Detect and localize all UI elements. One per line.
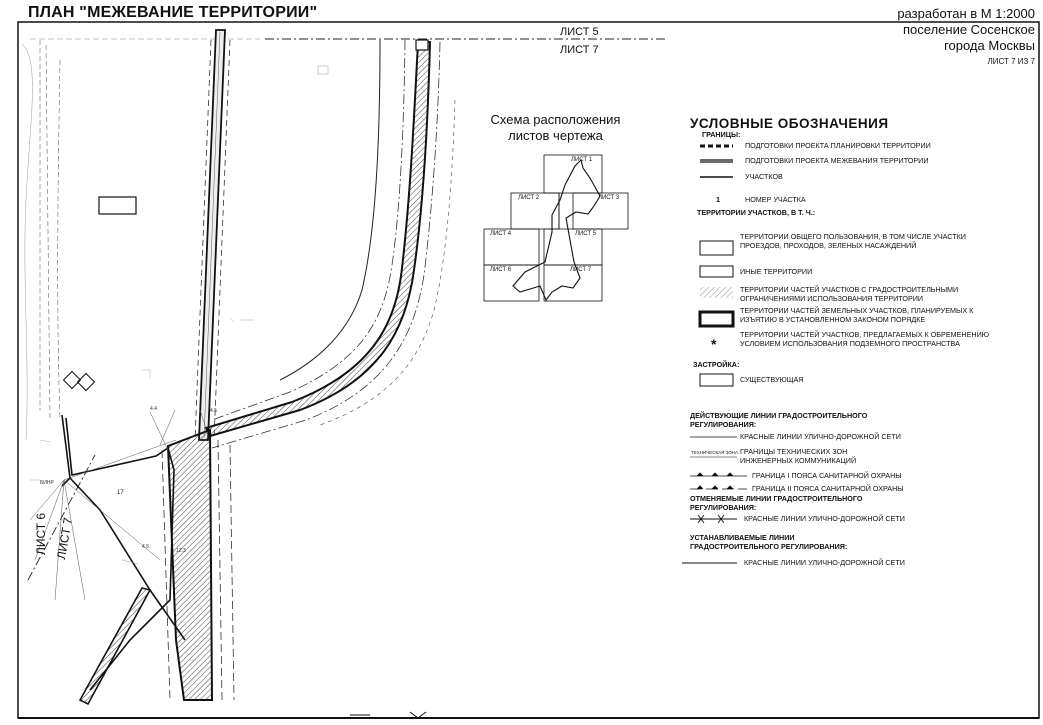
east-road-corridor bbox=[206, 42, 430, 436]
building-rect bbox=[99, 197, 136, 214]
map-label-sheet5: ЛИСТ 5 bbox=[560, 26, 599, 38]
scheme-territory-outline bbox=[513, 160, 600, 300]
sheet-number: ЛИСТ 7 ИЗ 7 bbox=[987, 57, 1035, 66]
city-note: города Москвы bbox=[944, 38, 1035, 53]
scheme-label-4: ЛИСТ 4 bbox=[490, 231, 512, 237]
building-diamonds bbox=[64, 372, 95, 391]
legend-e3: ГРАНИЦА I ПОЯСА САНИТАРНОЙ ОХРАНЫ bbox=[752, 471, 902, 480]
sym-existing-building bbox=[700, 374, 733, 386]
scheme-label-5: ЛИСТ 5 bbox=[575, 231, 597, 237]
legend-building-header: ЗАСТРОЙКА: bbox=[693, 360, 740, 369]
western-contour bbox=[22, 44, 32, 440]
scheme-label-3: ЛИСТ 3 bbox=[598, 195, 620, 201]
southwest-diagonal-road bbox=[80, 588, 150, 704]
legend-cancelled-header: ОТМЕНЯЕМЫЕ ЛИНИИ ГРАДОСТРОИТЕЛЬНОГО РЕГУЛИРОВАНИЯ: bbox=[690, 494, 863, 512]
western-boundary-lines bbox=[40, 40, 60, 420]
legend-t3: ТЕРРИТОРИИ ЧАСТЕЙ УЧАСТКОВ С ГРАДОСТРОИТЕЛЬНЫМИ ОГРАНИЧЕНИЯМИ ИСПОЛЬЗОВАНИЯ ТЕРРИТОРИИ bbox=[740, 285, 959, 303]
sym-public-territory bbox=[700, 241, 733, 255]
svg-text:4.5: 4.5 bbox=[210, 408, 217, 414]
north-road-centerline bbox=[204, 32, 220, 438]
legend-e1: КРАСНЫЕ ЛИНИИ УЛИЧНО-ДОРОЖНОЙ СЕТИ bbox=[740, 432, 901, 441]
sym-other-territory bbox=[700, 266, 733, 277]
sym-sanitary-2 bbox=[690, 486, 747, 489]
svg-text:12.3: 12.3 bbox=[176, 548, 186, 554]
legend-e2-tag: ТЕХНИЧЕСКАЯ ЗОНА bbox=[691, 450, 739, 455]
sym-seizure-outer bbox=[700, 312, 733, 326]
legend-t1: ТЕРРИТОРИИ ОБЩЕГО ПОЛЬЗОВАНИЯ, В ТОМ ЧИСЛЕ УЧАСТКИ ПРОЕЗДОВ, ПРОХОДОВ, ЗЕЛЕНЫХ НАСАЖДЕНИЙ bbox=[740, 232, 966, 250]
scheme-label-6: ЛИСТ 6 bbox=[490, 267, 512, 273]
map-label-sheet7: ЛИСТ 7 bbox=[560, 44, 599, 56]
svg-text:4.5: 4.5 bbox=[142, 544, 149, 550]
scheme-title: Схема расположения листов чертежа bbox=[490, 112, 621, 143]
svg-text:БИНР: БИНР bbox=[40, 480, 54, 486]
legend-s1: КРАСНЫЕ ЛИНИИ УЛИЧНО-ДОРОЖНОЙ СЕТИ bbox=[744, 558, 905, 567]
legend-boundaries-header: ГРАНИЦЫ: bbox=[702, 130, 741, 139]
legend-b1: ПОДГОТОВКИ ПРОЕКТА ПЛАНИРОВКИ ТЕРРИТОРИИ bbox=[745, 141, 931, 150]
legend-t5: ТЕРРИТОРИИ ЧАСТЕЙ УЧАСТКОВ, ПРЕДЛАГАЕМЫХ К ОБРЕМЕНЕНИЮ УСЛОВИЕМ ИСПОЛЬЗОВАНИЯ ПОДЗЕМНОГО ПРОСТРАНСТВА bbox=[740, 330, 989, 348]
map-label-sheet6-side: ЛИСТ 6 bbox=[34, 512, 48, 555]
legend-t4: ТЕРРИТОРИИ ЧАСТЕЙ ЗЕМЕЛЬНЫХ УЧАСТКОВ, ПЛАНИРУЕМЫХ К ИЗЪЯТИЮ В УСТАНОВЛЕННОМ ЗАКОНОМ ПОРЯДКЕ bbox=[740, 306, 974, 324]
legend-title: УСЛОВНЫЕ ОБОЗНАЧЕНИЯ bbox=[690, 116, 889, 131]
small-structure bbox=[318, 66, 328, 74]
sym-cancelled-red-line bbox=[690, 515, 737, 523]
legend-b2: ПОДГОТОВКИ ПРОЕКТА МЕЖЕВАНИЯ ТЕРРИТОРИИ bbox=[745, 156, 929, 165]
scheme-label-2: ЛИСТ 2 bbox=[518, 195, 540, 201]
legend-territories-header: ТЕРРИТОРИИ УЧАСТКОВ, В Т. Ч.: bbox=[697, 208, 816, 217]
settlement-note: поселение Сосенское bbox=[903, 22, 1035, 37]
legend-building-existing: СУЩЕСТВУЮЩАЯ bbox=[740, 375, 804, 384]
legend-t2: ИНЫЕ ТЕРРИТОРИИ bbox=[740, 267, 813, 276]
legend-existing-header: ДЕЙСТВУЮЩИЕ ЛИНИИ ГРАДОСТРОИТЕЛЬНОГО РЕГУЛИРОВАНИЯ: bbox=[690, 411, 868, 429]
plan-title: ПЛАН "МЕЖЕВАНИЕ ТЕРРИТОРИИ" bbox=[28, 4, 318, 21]
legend-t5-symbol: * bbox=[711, 336, 717, 352]
east-block-boundary bbox=[280, 40, 380, 380]
sheet-scheme bbox=[484, 155, 628, 301]
scale-note: разработан в М 1:2000 bbox=[897, 6, 1035, 21]
legend-parcel-no: НОМЕР УЧАСТКА bbox=[745, 195, 806, 204]
north-marker bbox=[416, 40, 428, 50]
legend-e4: ГРАНИЦА II ПОЯСА САНИТАРНОЙ ОХРАНЫ bbox=[752, 484, 904, 493]
legend-parcel-symbol: 1 bbox=[716, 195, 720, 204]
legend-e2: ГРАНИЦЫ ТЕХНИЧЕСКИХ ЗОН ИНЖЕНЕРНЫХ КОММУНИКАЦИЙ bbox=[740, 447, 857, 465]
scheme-label-1: ЛИСТ 1 bbox=[571, 157, 593, 163]
sym-sanitary-1 bbox=[690, 473, 747, 476]
svg-text:4.4: 4.4 bbox=[150, 406, 157, 412]
map-label-sheet7-side: ЛИСТ 7 bbox=[54, 516, 76, 561]
sym-restricted-hatch bbox=[700, 287, 733, 298]
legend-c1: КРАСНЫЕ ЛИНИИ УЛИЧНО-ДОРОЖНОЙ СЕТИ bbox=[744, 514, 905, 523]
parcel-number-label: 17 bbox=[117, 490, 124, 496]
legend-b3: УЧАСТКОВ bbox=[745, 172, 783, 181]
scheme-label-7: ЛИСТ 7 bbox=[570, 267, 592, 273]
legend-established-header: УСТАНАВЛИВАЕМЫЕ ЛИНИИ ГРАДОСТРОИТЕЛЬНОГО РЕГУЛИРОВАНИЯ: bbox=[690, 533, 848, 551]
parcel-17-boundary bbox=[66, 418, 174, 690]
